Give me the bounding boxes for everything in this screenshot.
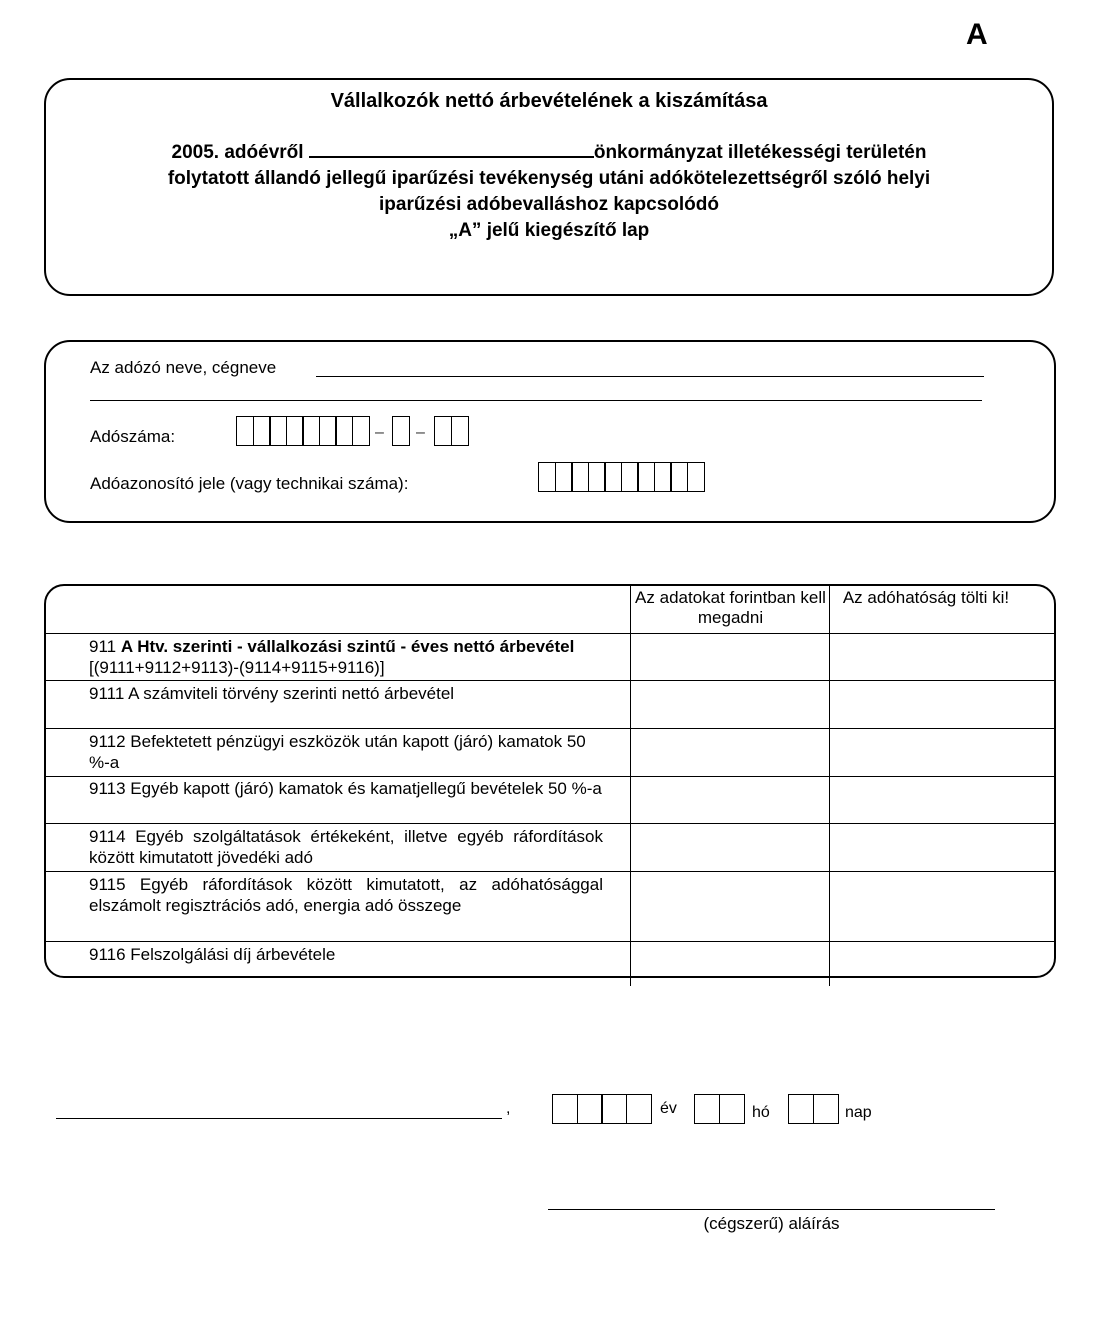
tax-number-main-cells[interactable]	[236, 416, 368, 446]
year-cells[interactable]	[552, 1094, 650, 1124]
tax-id-cells[interactable]	[538, 462, 703, 492]
year-label: év	[660, 1100, 677, 1117]
tax-number-vat-cell[interactable]	[392, 416, 409, 446]
taxpayer-name-field-continued[interactable]	[90, 400, 982, 401]
table-row-9116: 9116 Felszolgálási díj árbevétele	[89, 945, 336, 964]
month-cells[interactable]	[694, 1094, 743, 1124]
table-row-9113: 9113 Egyéb kapott (járó) kamatok és kamatjellegű bevételek 50 %-a	[89, 779, 602, 798]
subtitle-line-2: folytatott állandó jellegű iparűzési tevékenység utáni adókötelezettségről szóló helyi	[167, 168, 931, 189]
row-divider	[46, 941, 1054, 942]
form-letter: A	[966, 18, 988, 51]
row-divider	[46, 823, 1054, 824]
taxpayer-box	[44, 340, 1056, 523]
row-divider	[46, 633, 1054, 634]
signature-field[interactable]	[548, 1209, 995, 1210]
taxpayer-name-label: Az adózó neve, cégneve	[90, 358, 277, 377]
tax-number-dash-1: –	[375, 424, 384, 441]
row-formula: [(9111+9112+9113)-(9114+9115+9116)]	[89, 658, 385, 677]
day-cells[interactable]	[788, 1094, 837, 1124]
column-divider-2	[829, 586, 830, 986]
taxpayer-name-field[interactable]	[316, 376, 984, 377]
tax-number-label: Adószáma:	[90, 427, 176, 446]
row-divider	[46, 871, 1054, 872]
row-divider	[46, 776, 1054, 777]
subtitle-line-4: „A” jelű kiegészítő lap	[448, 220, 650, 241]
row-divider	[46, 728, 1054, 729]
place-comma: ,	[506, 1100, 511, 1117]
row-code: 911	[89, 637, 117, 656]
form-title: Vállalkozók nettó árbevételének a kiszámítása	[330, 90, 768, 112]
table-row-9114: 9114 Egyéb szolgáltatások értékeként, illetve egyéb ráfordítások között kimutatott jövedéki adó	[89, 827, 603, 867]
municipality-suffix: önkormányzat illetékességi területén	[593, 142, 927, 163]
signature-label: (cégszerű) aláírás	[703, 1214, 840, 1233]
tax-number-dash-2: –	[416, 424, 425, 441]
day-label: nap	[845, 1104, 872, 1121]
row-divider	[46, 680, 1054, 681]
municipality-field[interactable]	[309, 138, 594, 158]
column-header-amount: Az adatokat forintban kell megadni	[635, 588, 826, 627]
column-divider-1	[630, 586, 631, 986]
year-prefix: 2005. adóévről	[171, 142, 304, 163]
subtitle-line-3: iparűzési adóbevalláshoz kapcsolódó	[379, 194, 719, 215]
table-row-9115: 9115 Egyéb ráfordítások között kimutatott, az adóhatósággal elszámolt regisztrációs adó, energia adó összege	[89, 875, 603, 915]
tax-id-label: Adóazonosító jele (vagy technikai száma):	[90, 474, 409, 493]
place-field[interactable]	[56, 1118, 502, 1119]
table-row-911	[89, 636, 603, 678]
table-row-9112: 9112 Befektetett pénzügyi eszközök után kapott (járó) kamatok 50 %-a	[89, 732, 586, 772]
form-subtitle	[86, 138, 1012, 244]
header-box	[44, 78, 1054, 296]
month-label: hó	[752, 1104, 770, 1121]
table-row-9111: 9111 A számviteli törvény szerinti nettó árbevétel	[89, 684, 455, 703]
row-bold-label: A Htv. szerinti - vállalkozási szintű - éves nettó árbevétel	[120, 637, 575, 656]
column-header-authority: Az adóhatóság tölti ki!	[842, 588, 1010, 607]
tax-number-county-cells[interactable]	[434, 416, 467, 446]
revenue-table	[44, 584, 1056, 978]
